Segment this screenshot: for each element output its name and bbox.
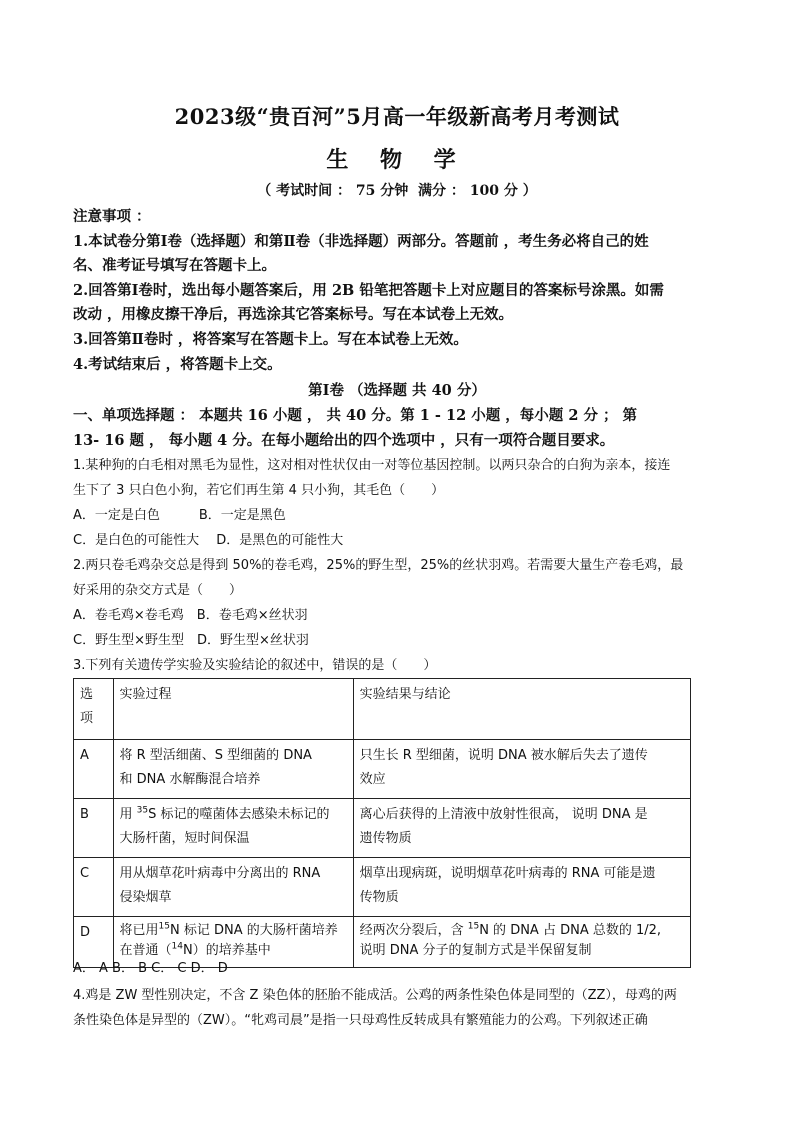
notes-item-2: 2.回答第Ⅰ卷时，选出每小题答案后，用 2B 铅笔把答题卡上对应题目的答案标号涂黑。如需 [73, 282, 664, 299]
header-procedure-cell: 实验过程 [113, 679, 353, 740]
notes-item-4: 4.考试结束后 ，将答题卡上交。 [73, 356, 282, 373]
q1-stem-line2: 生下了 3 只白色小狗，若它们再生第 4 只小狗，其毛色（ ） [73, 483, 445, 498]
result-text: 经两次分裂后，含 [359, 923, 468, 938]
row-option: C [74, 858, 114, 917]
row-option: B [74, 799, 114, 858]
table-row [74, 799, 691, 858]
q3-experiment-table [73, 678, 691, 968]
q1-stem-line1: 1.某种狗的白毛相对黑毛为显性，这对相对性状仅由一对等位基因控制。以两只杂合的白狗为亲本，接连 [73, 458, 671, 473]
procedure-line: 用从烟草花叶病毒中分离出的 RNA [119, 866, 321, 881]
q4-stem-line2: 条性染色体是异型的（ZW）。“牝鸡司晨”是指一只母鸡性反转成具有繁殖能力的公鸡。下列叙述正确 [73, 1013, 648, 1028]
row-result [353, 740, 690, 799]
result-line: 离心后获得的上清液中放射性很高， 说明 DNA 是 [359, 807, 648, 822]
procedure-line: 大肠杆菌，短时间保温 [119, 831, 250, 846]
procedure-line [120, 941, 347, 961]
q3-stem: 3.下列有关遗传学实验及实验结论的叙述中，错误的是（ ） [73, 658, 437, 673]
isotope-superscript: 15 [158, 921, 170, 932]
procedure-text: N）的培养基中 [182, 943, 271, 958]
notes-item-1: 1.本试卷分第Ⅰ卷（选择题）和第Ⅱ卷（非选择题）两部分。答题前 ，考生务必将自己的姓 [73, 233, 649, 250]
row-option: D [74, 917, 114, 968]
row-procedure [113, 858, 353, 917]
header-option-cell [74, 679, 114, 740]
exam-info: （ 考试时间 ： 75 分钟 满分 ： 100 分 ） [257, 183, 537, 199]
result-line: 传物质 [359, 890, 399, 905]
result-line: 说明 DNA 分子的复制方式是半保留复制 [359, 943, 592, 958]
q4-stem-line1: 4.鸡是 ZW 型性别决定，不含 Z 染色体的胚胎不能成活。公鸡的两条性染色体是同型的（ZZ），母鸡的两 [73, 988, 677, 1003]
procedure-text: S 标记的噬菌体去感染未标记的 [148, 807, 330, 822]
q2-options-ab: A．卷毛鸡×卷毛鸡 B．卷毛鸡×丝状羽 [73, 608, 308, 623]
procedure-text: 将已用 [119, 923, 159, 938]
notes-item-1-cont: 名、准考证号填写在答题卡上。 [73, 257, 276, 274]
notes-item-3: 3.回答第Ⅱ卷时 ，将答案写在答题卡上。写在本试卷上无效。 [73, 331, 468, 348]
isotope-superscript: 15 [467, 921, 480, 932]
isotope-superscript: 35 [136, 805, 149, 816]
result-line [360, 921, 684, 941]
header-option-text-b: 项 [80, 711, 94, 726]
isotope-superscript: 14 [171, 941, 183, 952]
result-line: 烟草出现病斑，说明烟草花叶病毒的 RNA 可能是遗 [359, 866, 656, 881]
section-intro-line2: 13- 16 题 ， 每小题 4 分。在每小题给出的四个选项中 ，只有一项符合题目要求。 [73, 432, 615, 449]
result-text: N 的 DNA 占 DNA 总数的 1/2, [479, 923, 662, 938]
row-result [353, 799, 690, 858]
q3-options: A． A B． B C． C D． D [73, 961, 228, 976]
table-row [74, 858, 691, 917]
notes-heading: 注意事项 ： [73, 208, 151, 225]
subject-title: 生 物 学 [326, 147, 468, 173]
result-line: 效应 [359, 772, 386, 787]
table-row [74, 740, 691, 799]
header-result-cell: 实验结果与结论 [353, 679, 690, 740]
row-result [353, 858, 690, 917]
section-title: 第Ⅰ卷 （选择题 共 40 分） [308, 382, 486, 399]
q2-options-cd: C．野生型×野生型 D．野生型×丝状羽 [73, 633, 309, 648]
row-procedure [113, 799, 353, 858]
procedure-line [120, 803, 347, 827]
procedure-line: 和 DNA 水解酶混合培养 [119, 772, 261, 787]
q1-options-ab: A．一定是白色 B．一定是黑色 [73, 508, 286, 523]
procedure-line: 侵染烟草 [119, 890, 172, 905]
procedure-text: N 标记 DNA 的大肠杆菌培养 [169, 923, 338, 938]
procedure-line: 将 R 型活细菌、S 型细菌的 DNA [119, 748, 312, 763]
q2-stem-line1: 2.两只卷毛鸡杂交总是得到 50%的卷毛鸡，25%的野生型，25%的丝状羽鸡。若需要大量生产卷毛鸡，最 [73, 558, 684, 573]
result-line: 遗传物质 [359, 831, 412, 846]
row-option: A [74, 740, 114, 799]
procedure-line [120, 921, 347, 941]
procedure-text: 在普通（ [119, 943, 172, 958]
q1-options-cd: C．是白色的可能性大 D．是黑色的可能性大 [73, 533, 344, 548]
notes-item-2-cont: 改动 ，用橡皮擦干净后，再选涂其它答案标号。写在本试卷上无效。 [73, 306, 514, 323]
section-intro-line1: 一、单项选择题 ： 本题共 16 小题 ， 共 40 分。第 1 - 12 小题 ，每小题 2 分 ； 第 [73, 407, 638, 424]
procedure-text: 用 [119, 807, 137, 822]
row-procedure [113, 740, 353, 799]
table-header-row [74, 679, 691, 740]
q2-stem-line2: 好采用的杂交方式是（ ） [73, 583, 243, 598]
exam-title: 2023级“贵百河”5月高一年级新高考月考测试 [174, 104, 620, 129]
header-option-text-a: 选 [80, 687, 94, 702]
result-line: 只生长 R 型细菌，说明 DNA 被水解后失去了遗传 [359, 748, 648, 763]
